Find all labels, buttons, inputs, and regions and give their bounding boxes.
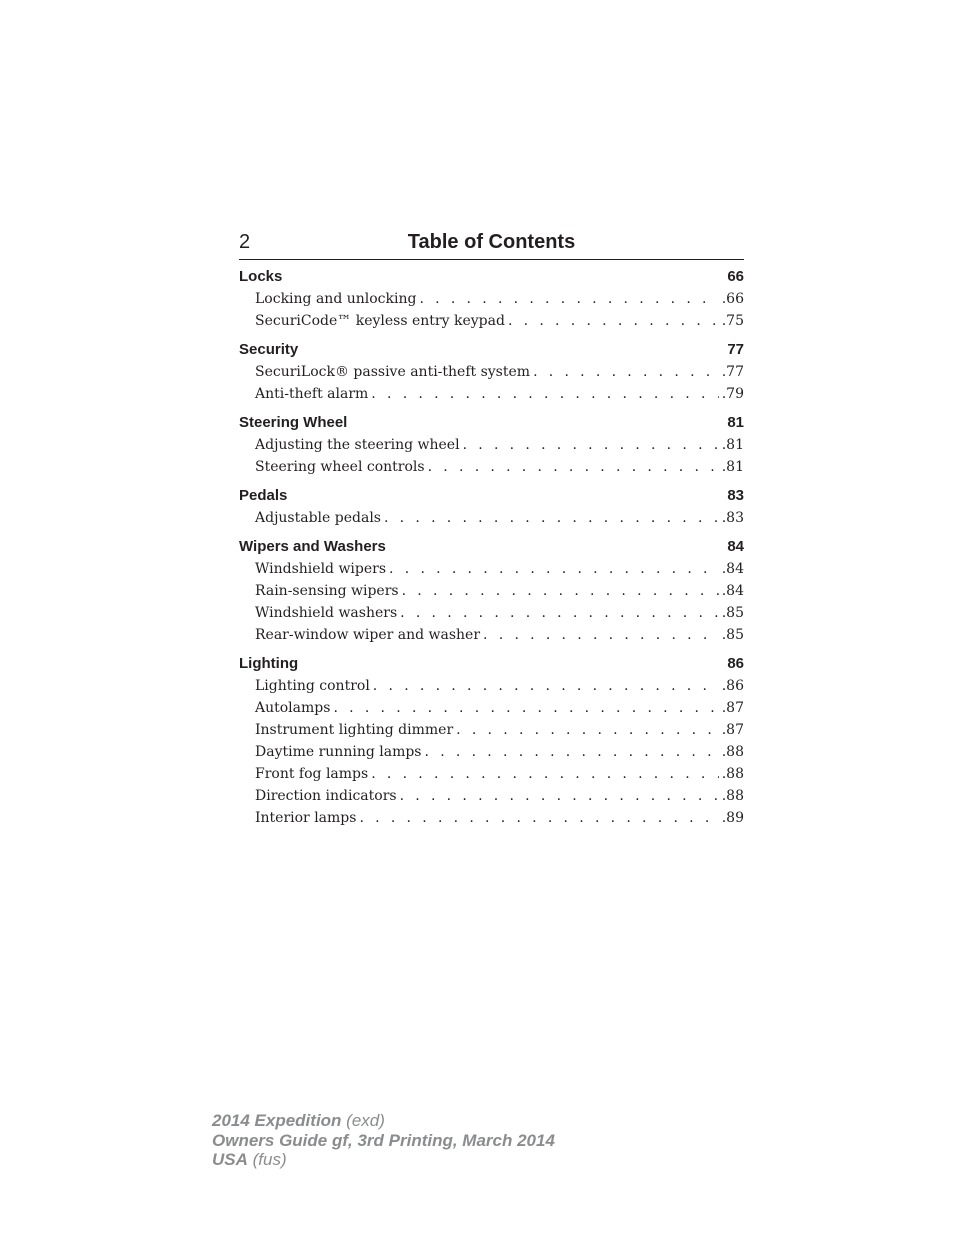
- section-heading[interactable]: [239, 536, 744, 558]
- entry-page: .86: [721, 678, 744, 694]
- entry-label: Locking and unlocking: [255, 291, 417, 307]
- section-heading[interactable]: [239, 412, 744, 434]
- entry-page: .87: [721, 700, 744, 716]
- dot-leader: [508, 310, 719, 332]
- toc-entry[interactable]: [239, 434, 744, 456]
- section-title: Lighting: [239, 655, 299, 672]
- entry-label: Windshield washers: [255, 605, 398, 621]
- entry-page: .88: [721, 766, 744, 782]
- footer-printing: Owners Guide gf, 3rd Printing, March 2014: [212, 1130, 555, 1150]
- dot-leader: [483, 624, 719, 646]
- dot-leader: [373, 675, 719, 697]
- dot-leader: [359, 807, 718, 829]
- section-title: Security: [239, 341, 299, 358]
- section-heading[interactable]: [239, 266, 744, 288]
- section-title: Locks: [239, 268, 283, 285]
- page-title: Table of Contents: [407, 231, 576, 253]
- footer-model: 2014 Expedition: [212, 1111, 342, 1130]
- toc-entry[interactable]: [239, 785, 744, 807]
- section-page: 83: [727, 487, 744, 504]
- toc-entry[interactable]: [239, 697, 744, 719]
- toc-entry[interactable]: [239, 624, 744, 646]
- entry-page: .88: [721, 788, 744, 804]
- toc-section-security: [239, 339, 744, 405]
- toc-entry[interactable]: [239, 580, 744, 602]
- section-page: 77: [727, 341, 744, 358]
- entry-label: Autolamps: [255, 700, 331, 716]
- entry-label: Anti-theft alarm: [255, 386, 369, 402]
- entry-page: .81: [721, 459, 744, 475]
- toc-entry[interactable]: [239, 383, 744, 405]
- page-number: 2: [239, 231, 251, 253]
- toc-entry[interactable]: [239, 763, 744, 785]
- footer-market: USA: [212, 1150, 248, 1169]
- section-page: 84: [727, 538, 744, 555]
- footer-market-code: (fus): [247, 1150, 287, 1169]
- entry-page: .87: [721, 722, 744, 738]
- entry-label: Windshield wipers: [255, 561, 387, 577]
- dot-leader: [400, 785, 719, 807]
- toc-entry[interactable]: [239, 807, 744, 829]
- document-footer: [212, 1111, 555, 1170]
- entry-page: .84: [721, 583, 744, 599]
- entry-page: .81: [721, 437, 744, 453]
- entry-page: .75: [721, 313, 744, 329]
- section-heading[interactable]: [239, 485, 744, 507]
- entry-page: .85: [721, 627, 744, 643]
- entry-label: Adjusting the steering wheel: [255, 437, 460, 453]
- entry-page: .88: [721, 744, 744, 760]
- dot-leader: [419, 288, 718, 310]
- entry-label: Interior lamps: [255, 810, 357, 826]
- dot-leader: [371, 383, 718, 405]
- dot-leader: [402, 580, 719, 602]
- toc-section-wipers-and-washers: [239, 536, 744, 646]
- toc-section-lighting: [239, 653, 744, 829]
- table-of-contents: [239, 266, 744, 836]
- section-page: 86: [727, 655, 744, 672]
- footer-line-printing: [212, 1131, 555, 1151]
- entry-page: .83: [721, 510, 744, 526]
- toc-section-locks: [239, 266, 744, 332]
- entry-label: Direction indicators: [255, 788, 397, 804]
- section-heading[interactable]: [239, 339, 744, 361]
- entry-label: Steering wheel controls: [255, 459, 425, 475]
- dot-leader: [371, 763, 719, 785]
- entry-label: Lighting control: [255, 678, 370, 694]
- page-header: [239, 228, 744, 260]
- entry-page: .79: [721, 386, 744, 402]
- section-title: Wipers and Washers: [239, 538, 386, 555]
- dot-leader: [333, 697, 718, 719]
- entry-label: SecuriCode™ keyless entry keypad: [255, 313, 505, 329]
- section-page: 81: [727, 414, 744, 431]
- entry-label: Rear-window wiper and washer: [255, 627, 481, 643]
- toc-entry[interactable]: [239, 456, 744, 478]
- entry-label: Instrument lighting dimmer: [255, 722, 454, 738]
- toc-entry[interactable]: [239, 719, 744, 741]
- section-page: 66: [727, 268, 744, 285]
- entry-page: .77: [721, 364, 744, 380]
- dot-leader: [428, 456, 719, 478]
- entry-page: .89: [721, 810, 744, 826]
- entry-label: SecuriLock® passive anti-theft system: [255, 364, 531, 380]
- dot-leader: [533, 361, 719, 383]
- toc-entry[interactable]: [239, 288, 744, 310]
- section-heading[interactable]: [239, 653, 744, 675]
- entry-label: Daytime running lamps: [255, 744, 422, 760]
- toc-entry[interactable]: [239, 507, 744, 529]
- entry-page: .84: [721, 561, 744, 577]
- entry-label: Adjustable pedals: [255, 510, 381, 526]
- dot-leader: [463, 434, 719, 456]
- footer-model-code: (exd): [341, 1111, 385, 1130]
- entry-page: .66: [721, 291, 744, 307]
- dot-leader: [456, 719, 719, 741]
- toc-entry[interactable]: [239, 361, 744, 383]
- dot-leader: [384, 507, 719, 529]
- footer-line-market: [212, 1150, 555, 1170]
- section-title: Pedals: [239, 487, 288, 504]
- toc-entry[interactable]: [239, 310, 744, 332]
- dot-leader: [400, 602, 719, 624]
- entry-label: Rain-sensing wipers: [255, 583, 399, 599]
- entry-page: .85: [721, 605, 744, 621]
- toc-entry[interactable]: [239, 558, 744, 580]
- entry-label: Front fog lamps: [255, 766, 369, 782]
- section-title: Steering Wheel: [239, 414, 348, 431]
- toc-entry[interactable]: [239, 602, 744, 624]
- toc-section-steering-wheel: [239, 412, 744, 478]
- dot-leader: [425, 741, 719, 763]
- toc-entry[interactable]: [239, 741, 744, 763]
- footer-line-model: [212, 1111, 555, 1131]
- toc-entry[interactable]: [239, 675, 744, 697]
- toc-section-pedals: [239, 485, 744, 529]
- dot-leader: [389, 558, 719, 580]
